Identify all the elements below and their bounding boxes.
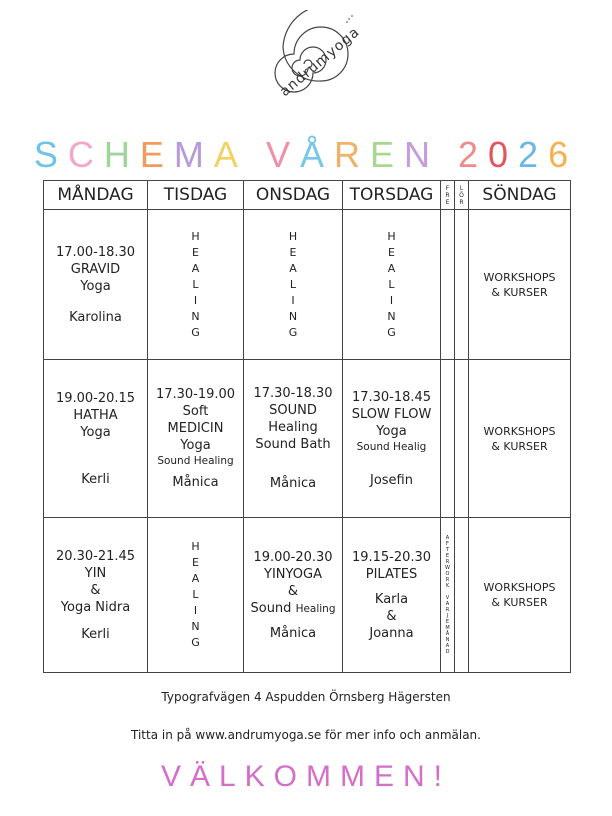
vertical-letter: E xyxy=(388,245,395,259)
vertical-letter: G xyxy=(191,325,200,339)
workshops-cell: WORKSHOPS & KURSER xyxy=(469,360,571,518)
class-cell: 17.30-18.45 SLOW FLOW Yoga Sound Healig Josefin xyxy=(343,360,441,518)
vertical-letter: Å xyxy=(445,631,450,637)
title-letter: S xyxy=(33,134,68,175)
header-saturday xyxy=(455,181,469,210)
vertical-letter: N xyxy=(191,309,200,323)
title-letter xyxy=(248,134,266,176)
vertical-letter: H xyxy=(191,229,200,243)
vertical-letter: F xyxy=(445,184,450,192)
vertical-letter: R xyxy=(445,559,450,565)
vertical-letter: L xyxy=(459,184,464,192)
vertical-letter: N xyxy=(191,620,200,633)
vertical-letter: A xyxy=(445,643,450,649)
vertical-letter: N xyxy=(445,637,450,643)
vertical-letter: N xyxy=(387,309,396,323)
vertical-letter: F xyxy=(446,541,449,547)
title-letter: C xyxy=(67,134,104,175)
vertical-letter: E xyxy=(192,556,199,569)
vertical-letter: D xyxy=(445,649,450,655)
header-sunday: SÖNDAG xyxy=(469,181,571,210)
vertical-letter: I xyxy=(193,604,198,617)
schedule-row-2 xyxy=(44,360,571,518)
vertical-letter: E xyxy=(445,198,450,206)
vertical-letter: H xyxy=(387,229,396,243)
vertical-letter: E xyxy=(289,245,297,259)
vertical-letter: I xyxy=(389,293,394,307)
vertical-letter: A xyxy=(387,261,396,275)
class-cell: 19.00-20.30 YINYOGA & Sound Healing Månica xyxy=(244,518,343,673)
vertical-letter: R xyxy=(459,198,464,206)
class-cell: 20.30-21.45 YIN & Yoga Nidra Kerli xyxy=(44,518,148,673)
vertical-letter: A xyxy=(445,535,450,541)
title-letter: 6 xyxy=(548,134,579,175)
class-cell: 17.30-19.00 Soft MEDICIN Yoga Sound Healing Månica xyxy=(148,360,244,518)
vertical-letter: G xyxy=(288,325,298,339)
class-cell: 17.30-18.30 SOUND Healing Sound Bath Månica xyxy=(244,360,343,518)
healing-cell xyxy=(343,210,441,360)
header-tuesday: TISDAG xyxy=(148,181,244,210)
healing-cell xyxy=(244,210,343,360)
vertical-letter: H xyxy=(191,540,200,553)
vertical-letter: W xyxy=(445,565,450,571)
saturday-cell xyxy=(455,210,469,360)
title-letter: 2 xyxy=(457,134,489,175)
vertical-letter: E xyxy=(192,245,199,259)
title-letter: M xyxy=(173,134,214,175)
vertical-letter: K xyxy=(445,583,450,589)
friday-cell xyxy=(441,360,455,518)
title-letter: V xyxy=(265,134,300,175)
vertical-letter: A xyxy=(191,572,200,585)
vertical-letter: E xyxy=(445,619,450,625)
schedule-row-3 xyxy=(44,518,571,673)
healing-cell xyxy=(148,518,244,673)
vertical-letter: L xyxy=(388,277,395,291)
schedule-row-1 xyxy=(44,210,571,360)
friday-cell xyxy=(441,210,455,360)
vertical-letter: G xyxy=(191,636,200,649)
title-letter xyxy=(440,134,458,176)
vertical-letter: L xyxy=(192,588,199,601)
class-cell: 17.00-18.30 GRAVID Yoga Karolina xyxy=(44,210,148,360)
header-thursday: TORSDAG xyxy=(343,181,441,210)
class-cell: 19.00-20.15 HATHA Yoga Kerli xyxy=(44,360,148,518)
vertical-letter: A xyxy=(289,261,297,275)
title-letter: 2 xyxy=(518,134,549,175)
title-letter: H xyxy=(103,134,140,175)
afterwork-cell xyxy=(441,518,455,673)
saturday-cell xyxy=(455,360,469,518)
header-wednesday: ONSDAG xyxy=(244,181,343,210)
vertical-letter: L xyxy=(192,277,199,291)
workshops-cell: WORKSHOPS & KURSER xyxy=(469,210,571,360)
title-letter: 0 xyxy=(488,134,519,175)
andrumyoga-logo xyxy=(248,10,364,122)
vertical-letter: L xyxy=(289,277,297,291)
vertical-letter: O xyxy=(445,571,450,577)
vertical-letter: M xyxy=(445,625,450,631)
vertical-letter: R xyxy=(445,191,450,199)
title-letter: E xyxy=(369,134,404,175)
vertical-letter: A xyxy=(191,261,200,275)
vertical-letter: E xyxy=(445,553,450,559)
vertical-letter: T xyxy=(445,547,450,553)
vertical-letter: N xyxy=(288,309,298,323)
title-letter: Å xyxy=(299,134,334,175)
vertical-letter: R xyxy=(445,607,450,613)
vertical-letter: A xyxy=(445,601,450,607)
saturday-cell xyxy=(455,518,469,673)
vertical-letter: I xyxy=(291,293,295,307)
welcome-text: VÄLKOMMEN! xyxy=(160,760,452,793)
header-row xyxy=(44,181,571,210)
class-cell: 19.15-20.30 PILATES Karla & Joanna xyxy=(343,518,441,673)
healing-cell xyxy=(148,210,244,360)
vertical-letter: H xyxy=(288,229,298,243)
workshops-cell: WORKSHOPS & KURSER xyxy=(469,518,571,673)
vertical-letter: V xyxy=(445,595,450,601)
vertical-letter: G xyxy=(387,325,396,339)
vertical-letter: Ö xyxy=(459,191,464,199)
schedule-table xyxy=(43,180,571,673)
schedule-title xyxy=(0,134,612,176)
header-friday xyxy=(441,181,455,210)
info-text: Titta in på www.andrumyoga.se för mer info och anmälan. xyxy=(131,728,481,742)
title-letter: R xyxy=(333,134,370,175)
title-letter: E xyxy=(139,134,174,175)
vertical-letter: R xyxy=(445,577,450,583)
vertical-letter: I xyxy=(193,293,198,307)
logo-text: andrumyoga xyxy=(276,24,364,100)
address-text: Typografvägen 4 Aspudden Örnsberg Hägersten xyxy=(161,690,451,704)
vertical-letter: J xyxy=(446,613,449,619)
header-monday: MÅNDAG xyxy=(44,181,148,210)
title-letter: N xyxy=(403,134,440,175)
title-letter: A xyxy=(213,134,248,175)
